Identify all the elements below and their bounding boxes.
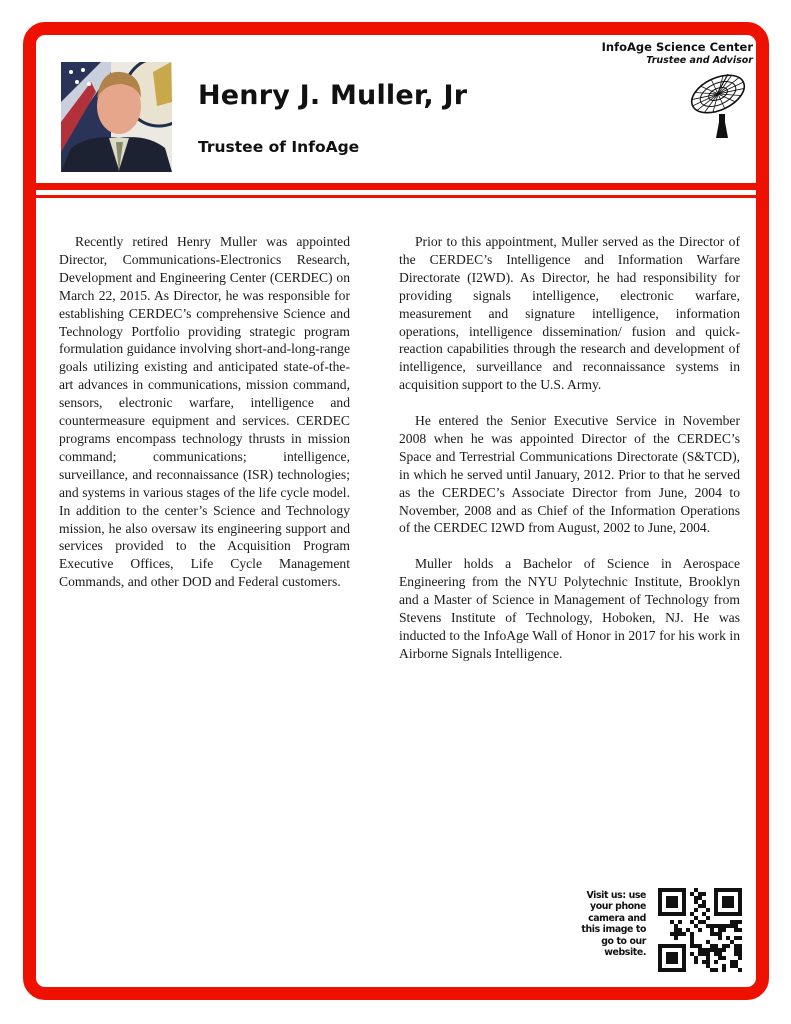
qr-module (714, 924, 718, 928)
qr-module (734, 924, 738, 928)
qr-module (702, 900, 706, 904)
qr-module (718, 956, 722, 960)
qr-module (694, 944, 698, 948)
qr-caption: Visit us: use your phone camera and this image to go to our website. (581, 890, 646, 959)
qr-module (694, 908, 698, 912)
qr-module (726, 924, 730, 928)
qr-module (702, 920, 706, 924)
header-divider-thin (36, 195, 756, 198)
qr-module (738, 936, 742, 940)
qr-module (718, 948, 722, 952)
qr-module (706, 948, 710, 952)
bio-right-column (399, 233, 740, 681)
qr-module (698, 948, 702, 952)
qr-module (674, 924, 678, 928)
qr-module (710, 932, 714, 936)
qr-module (738, 948, 742, 952)
qr-module (694, 916, 698, 920)
qr-module (738, 920, 742, 924)
qr-module (722, 944, 726, 948)
qr-module (710, 928, 714, 932)
qr-module (678, 928, 682, 932)
qr-module (706, 924, 710, 928)
qr-module (706, 964, 710, 968)
qr-module (738, 944, 742, 948)
qr-module (702, 892, 706, 896)
qr-module (698, 904, 702, 908)
qr-module (674, 928, 678, 932)
qr-module (710, 968, 714, 972)
qr-module (670, 920, 674, 924)
qr-module (714, 944, 718, 948)
qr-module (698, 944, 702, 948)
qr-module (714, 968, 718, 972)
qr-module (702, 952, 706, 956)
portrait-photo (61, 62, 172, 172)
qr-module (722, 968, 726, 972)
qr-module (690, 940, 694, 944)
qr-module (714, 960, 718, 964)
qr-module (670, 932, 674, 936)
qr-module (690, 912, 694, 916)
qr-module (726, 936, 730, 940)
qr-module (682, 932, 686, 936)
qr-module (738, 956, 742, 960)
qr-module (690, 944, 694, 948)
qr-module (730, 920, 734, 924)
person-name: Henry J. Muller, Jr (198, 80, 468, 111)
qr-module (710, 944, 714, 948)
qr-module (730, 964, 734, 968)
qr-module (694, 924, 698, 928)
bio-paragraph: Muller holds a Bachelor of Science in Aerospace Engineering from the NYU Polytechnic Institute, Brooklyn and a Master of Science in Management of Technology from Stevens Institute of Technology, Hoboken, NJ. He was inducted to the InfoAge Wall of Honor in 2017 for his work in Airborne Signals Intelligence. (399, 556, 740, 661)
qr-module (706, 908, 710, 912)
qr-module (678, 920, 682, 924)
bio-paragraph: Recently retired Henry Muller was appointed Director, Communications-Electronics Research, Development and Engineering Center (CERDEC) on March 22, 2015. As Director, he was responsible for establishing CERDEC’s comprehensive Science and Technology Portfolio providing strategic program formulation guidance involving short-and-long-range goals utilizing existing and anticipated state-of-the-art advances in communications, mission command, sensors, electronic warfare, intelligence and countermeasure equipment and services. CERDEC programs encompass technology thrusts in mission command; communications; intelligence, surveillance, and reconnaissance (ISR) technologies; and systems in various stages of the life cycle model. In addition to the center’s Science and Technology mission, he also oversaw its engineering support and services provided to the Acquisition Program Executive Offices, Life Cycle Management Commands, and other DOD and Federal customers. (59, 234, 350, 590)
qr-module (714, 948, 718, 952)
qr-module (698, 952, 702, 956)
qr-module (718, 936, 722, 940)
qr-module (710, 924, 714, 928)
qr-module (734, 936, 738, 940)
organization-name: InfoAge Science Center (601, 40, 753, 54)
qr-module (690, 932, 694, 936)
qr-code-icon[interactable] (658, 888, 742, 972)
qr-module (722, 924, 726, 928)
qr-module (710, 948, 714, 952)
qr-module (738, 928, 742, 932)
qr-module (706, 952, 710, 956)
qr-module (734, 960, 738, 964)
qr-module (734, 948, 738, 952)
organization-subtitle: Trustee and Advisor (646, 55, 753, 66)
qr-module (722, 928, 726, 932)
qr-module (690, 952, 694, 956)
qr-module (738, 968, 742, 972)
qr-module (690, 936, 694, 940)
qr-module (730, 960, 734, 964)
qr-module (722, 956, 726, 960)
qr-module (698, 896, 702, 900)
qr-module (726, 944, 730, 948)
qr-module (718, 932, 722, 936)
qr-module (730, 924, 734, 928)
qr-module (738, 952, 742, 956)
qr-module (734, 964, 738, 968)
qr-module (674, 936, 678, 940)
qr-module (702, 948, 706, 952)
qr-module (718, 924, 722, 928)
qr-module (674, 932, 678, 936)
portrait-illustration (61, 62, 172, 172)
qr-module (734, 928, 738, 932)
qr-module (694, 960, 698, 964)
qr-module (690, 892, 694, 896)
qr-module (690, 920, 694, 924)
qr-module (714, 952, 718, 956)
qr-module (698, 892, 702, 896)
qr-module (714, 932, 718, 936)
qr-module (698, 928, 702, 932)
bio-left-column (59, 233, 350, 609)
qr-module (706, 956, 710, 960)
person-role: Trustee of InfoAge (198, 138, 360, 156)
qr-module (734, 920, 738, 924)
qr-module (694, 956, 698, 960)
qr-module (722, 964, 726, 968)
qr-module (678, 932, 682, 936)
qr-module (698, 920, 702, 924)
header-divider-thick (36, 183, 756, 190)
qr-module (686, 928, 690, 932)
qr-module (734, 952, 738, 956)
qr-module (730, 940, 734, 944)
bio-paragraph: Prior to this appointment, Muller served as the Director of the CERDEC’s Intelligence and Information Warfare Directorate (I2WD). As Director, he had responsibility for providing signals intelligence, electronic warfare, measurement and signature intelligence, information operations, intelligence dissemination/ fusion and quick-reaction capabilities through the research and development of intelligence, surveillance and reconnaissance systems in acquisition support to the U.S. Army. (399, 234, 740, 393)
qr-module (718, 928, 722, 932)
qr-module (706, 960, 710, 964)
qr-module (718, 952, 722, 956)
qr-module (706, 940, 710, 944)
satellite-dish-icon (686, 70, 756, 140)
qr-module (694, 888, 698, 892)
qr-module (702, 960, 706, 964)
qr-module (702, 912, 706, 916)
qr-module (734, 944, 738, 948)
qr-module (706, 916, 710, 920)
qr-module (694, 896, 698, 900)
qr-module (694, 900, 698, 904)
qr-module (722, 948, 726, 952)
bio-paragraph: He entered the Senior Executive Service in November 2008 when he was appointed Director of the CERDEC’s Space and Terrestrial Communications Directorate (S&TCD), in which he served until January, 2012. Prior to that he served as the CERDEC’s Associate Director from June, 2004 to November, 2008 and as Chief of the Information Operations of the CERDEC I2WD from August, 2002 to June, 2004. (399, 413, 740, 536)
qr-module (702, 904, 706, 908)
organization-block (602, 40, 753, 66)
